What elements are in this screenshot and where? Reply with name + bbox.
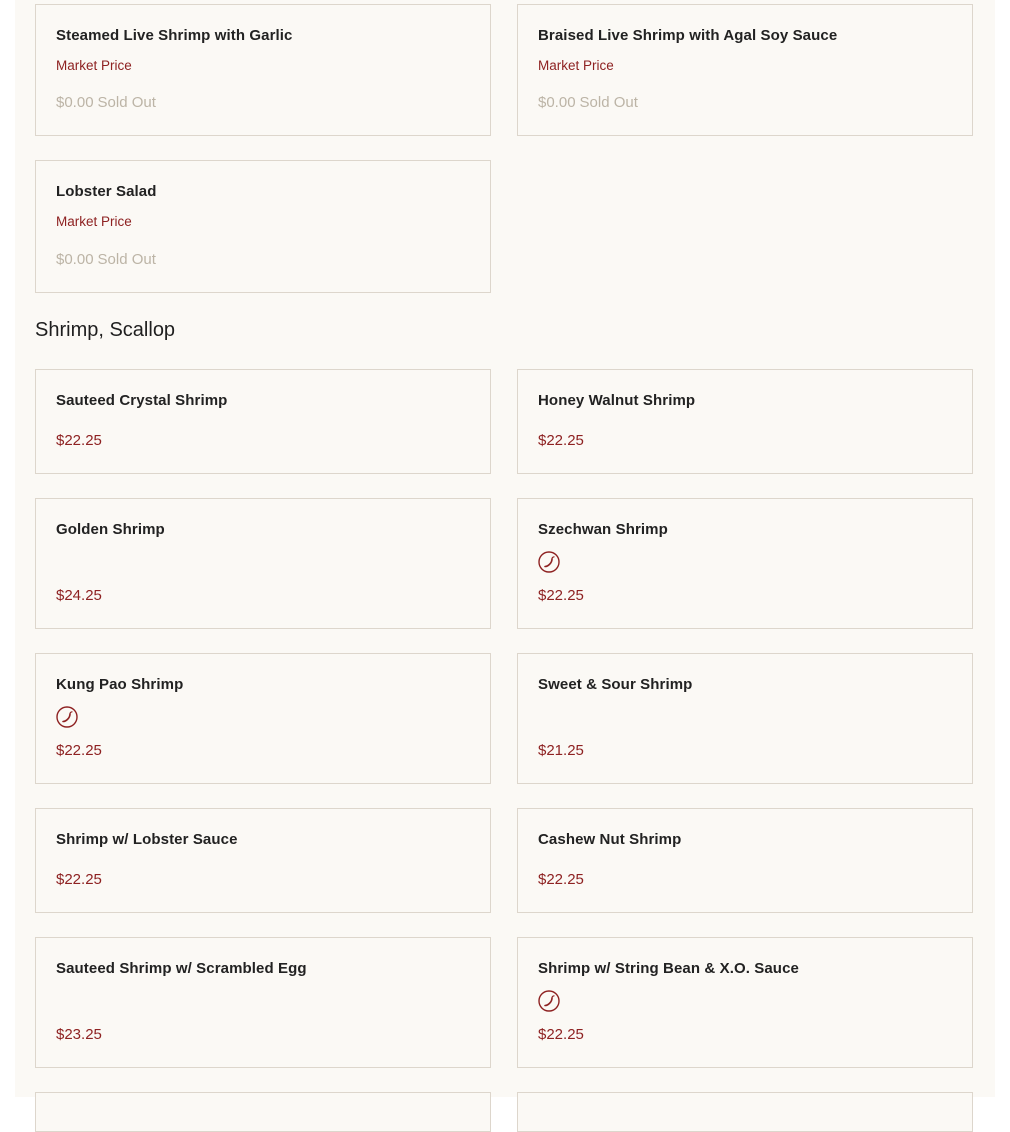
item-price	[56, 94, 156, 111]
item-name: Cashew Nut Shrimp	[538, 831, 682, 848]
item-price: $22.25	[56, 871, 102, 888]
chili-pepper-icon	[538, 990, 560, 1012]
sold-out-label: Sold Out	[97, 251, 156, 268]
item-name: Shrimp w/ String Bean & X.O. Sauce	[538, 960, 799, 977]
menu-item-card[interactable]	[35, 369, 491, 474]
menu-item-card[interactable]	[35, 4, 491, 136]
price-value: $0.00	[56, 251, 94, 268]
sold-out-label: Sold Out	[97, 94, 156, 111]
price-value: $0.00	[538, 94, 576, 111]
item-name: Golden Shrimp	[56, 521, 165, 538]
menu-item-card[interactable]	[517, 369, 973, 474]
menu-item-card[interactable]	[517, 1092, 973, 1132]
item-subtitle: Market Price	[538, 58, 614, 73]
menu-item-card[interactable]	[35, 808, 491, 913]
menu-item-card[interactable]	[35, 498, 491, 629]
sold-out-label: Sold Out	[579, 94, 638, 111]
item-name: Braised Live Shrimp with Agal Soy Sauce	[538, 27, 838, 44]
item-price: $22.25	[538, 1026, 584, 1043]
section-title: Shrimp, Scallop	[35, 319, 176, 341]
item-price: $21.25	[538, 742, 584, 759]
item-price: $23.25	[56, 1026, 102, 1043]
menu-item-card[interactable]	[517, 937, 973, 1068]
menu-item-card[interactable]	[35, 653, 491, 784]
item-name: Kung Pao Shrimp	[56, 676, 184, 693]
item-price: $22.25	[56, 742, 102, 759]
item-subtitle: Market Price	[56, 58, 132, 73]
item-name: Sweet & Sour Shrimp	[538, 676, 693, 693]
item-price: $22.25	[538, 587, 584, 604]
menu-item-card[interactable]	[517, 498, 973, 629]
item-name: Honey Walnut Shrimp	[538, 392, 696, 409]
item-price	[56, 251, 156, 268]
menu-item-card[interactable]	[35, 1092, 491, 1132]
item-price	[538, 94, 638, 111]
item-name: Lobster Salad	[56, 183, 157, 200]
menu-item-card[interactable]	[35, 937, 491, 1068]
chili-pepper-icon	[56, 706, 78, 728]
chili-pepper-icon	[538, 551, 560, 573]
menu-item-card[interactable]	[35, 160, 491, 293]
menu-item-card[interactable]	[517, 653, 973, 784]
item-price: $22.25	[56, 432, 102, 449]
menu-item-card[interactable]	[517, 4, 973, 136]
item-name: Steamed Live Shrimp with Garlic	[56, 27, 293, 44]
menu-item-card[interactable]	[517, 808, 973, 913]
item-price: $22.25	[538, 432, 584, 449]
item-price: $24.25	[56, 587, 102, 604]
item-name: Sauteed Shrimp w/ Scrambled Egg	[56, 960, 307, 977]
item-name: Szechwan Shrimp	[538, 521, 668, 538]
item-name: Sauteed Crystal Shrimp	[56, 392, 228, 409]
item-name: Shrimp w/ Lobster Sauce	[56, 831, 238, 848]
price-value: $0.00	[56, 94, 94, 111]
item-price: $22.25	[538, 871, 584, 888]
item-subtitle: Market Price	[56, 214, 132, 229]
menu-panel	[15, 0, 995, 1097]
